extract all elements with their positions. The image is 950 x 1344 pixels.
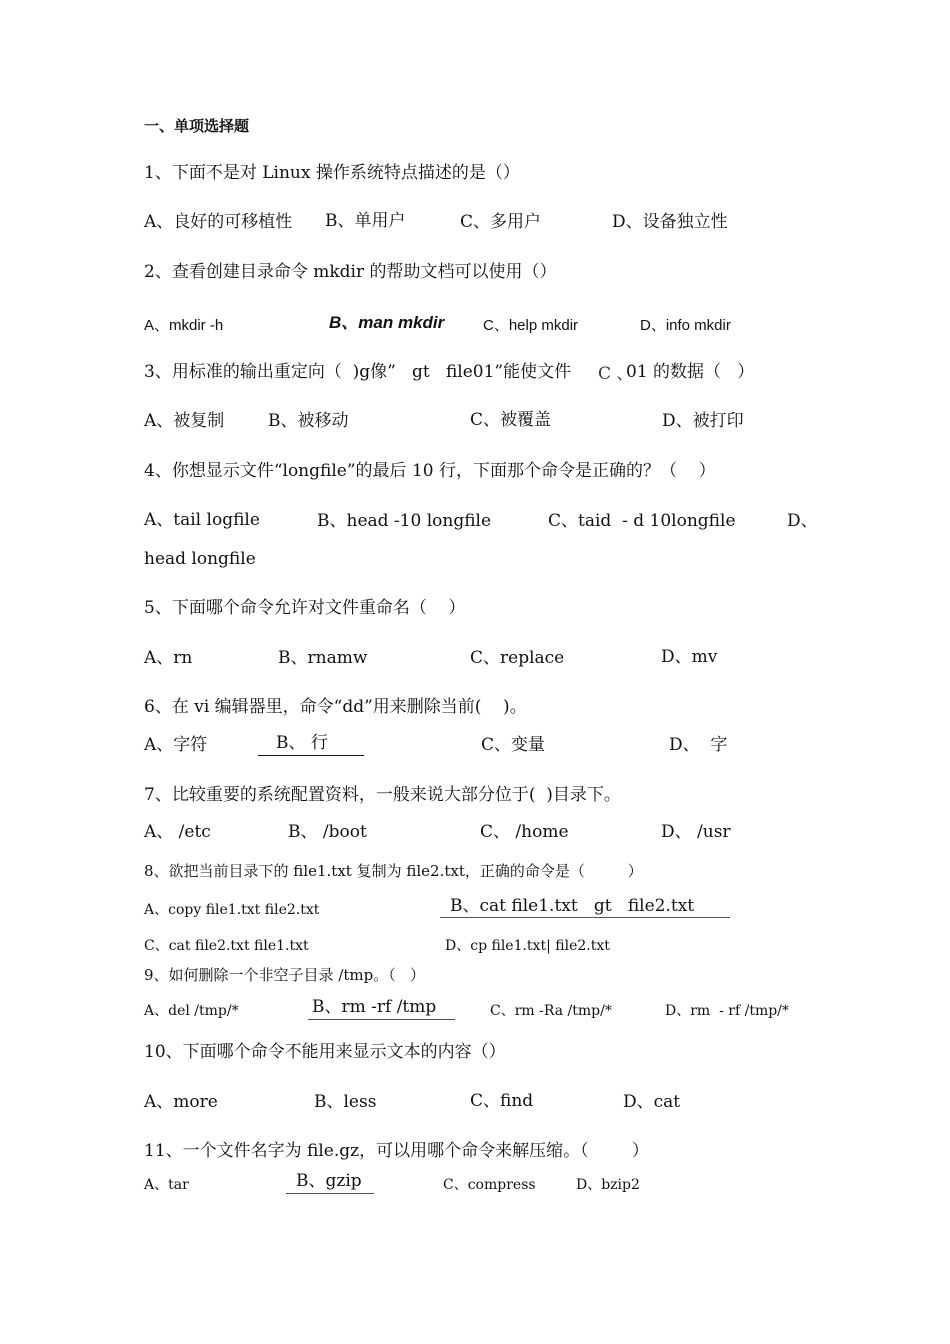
q6-option-d: D、 字 (669, 735, 728, 755)
q11-option-c: C、compress (443, 1177, 536, 1193)
q3-option-b: B、被移动 (268, 411, 349, 431)
q2-option-c: C、help mkdir (483, 317, 579, 334)
question-6: 6、在 vi 编辑器里，命令“dd”用来删除当前( )。 (144, 697, 527, 717)
q9-option-b: B、rm -rf /tmp (312, 997, 437, 1017)
q5-option-c: C、replace (470, 648, 565, 668)
q11-option-b: B、gzip (296, 1171, 362, 1191)
q9-option-a: A、del /tmp/* (144, 1003, 239, 1019)
question-5: 5、下面哪个命令允许对文件重命名（ ） (144, 598, 466, 618)
question-8: 8、欲把当前目录下的 file1.txt 复制为 file2.txt，正确的命令是（ ） (144, 862, 643, 880)
q11-option-a: A、tar (144, 1177, 189, 1193)
question-3-overlap: C 、 (598, 364, 634, 384)
question-9: 9、如何删除一个非空子目录 /tmp。（ ） (144, 966, 426, 984)
q4-option-a: A、tail logfile (144, 510, 260, 530)
question-2: 2、查看创建目录命令 mkdir 的帮助文档可以使用（） (144, 262, 557, 282)
q3-option-d: D、被打印 (662, 411, 744, 431)
q10-option-d: D、cat (623, 1092, 681, 1112)
q4-option-b: B、head -10 longfile (317, 511, 492, 531)
q8-answer-underline (440, 917, 730, 918)
q9-option-c: C、rm -Ra /tmp/* (490, 1003, 612, 1019)
q9-option-d: D、rm - rf /tmp/* (665, 1003, 789, 1019)
q5-option-a: A、rn (144, 648, 193, 668)
q10-option-c: C、find (470, 1091, 534, 1111)
q10-option-a: A、more (144, 1092, 218, 1112)
q8-option-a: A、copy file1.txt file2.txt (144, 902, 320, 918)
question-3-tail: 01 的数据（ ） (626, 362, 755, 382)
q2-option-a: A、mkdir -h (144, 317, 224, 334)
q6-option-c: C、变量 (481, 735, 546, 755)
question-7: 7、比较重要的系统配置资料，一般来说大部分位于( )目录下。 (144, 785, 621, 805)
q8-option-b: B、cat file1.txt gt file2.txt (450, 896, 695, 916)
q7-option-a: A、 /etc (144, 822, 211, 842)
q1-option-d: D、设备独立性 (612, 212, 728, 232)
q4-option-d-cont: head longfile (144, 549, 256, 569)
q6-option-a: A、字符 (144, 735, 208, 755)
q3-option-a: A、被复制 (144, 411, 225, 431)
q6-option-b: B、 行 (276, 733, 328, 753)
q7-option-b: B、 /boot (288, 822, 367, 842)
q6-answer-underline (258, 755, 364, 756)
q5-option-b: B、rnamw (278, 648, 368, 668)
q11-answer-underline (286, 1193, 374, 1194)
q1-option-a: A、良好的可移植性 (144, 212, 293, 232)
q4-option-c: C、taid - d 10longfile (548, 511, 736, 531)
section-heading: 一、单项选择题 (144, 118, 250, 135)
q3-option-c: C、被覆盖 (470, 410, 552, 430)
q5-option-d: D、mv (661, 647, 718, 667)
question-11: 11、一个文件名字为 file.gz，可以用哪个命令来解压缩。（ ） (144, 1141, 649, 1161)
q1-option-c: C、多用户 (460, 212, 542, 232)
question-10: 10、下面哪个命令不能用来显示文本的内容（） (144, 1042, 506, 1062)
q7-option-c: C、 /home (480, 822, 569, 842)
question-4: 4、你想显示文件“longfile”的最后 10 行，下面那个命令是正确的？（ ） (144, 461, 716, 481)
q2-option-b: B、man mkdir (329, 313, 445, 332)
q11-option-d: D、bzip2 (576, 1177, 640, 1193)
q7-option-d: D、 /usr (661, 822, 731, 842)
question-3: 3、用标准的输出重定向（ )g像” gt file01”能使文件 (144, 362, 572, 382)
question-1: 1、下面不是对 Linux 操作系统特点描述的是（） (144, 163, 520, 183)
q9-answer-underline (308, 1019, 455, 1020)
q4-option-d: D、 (787, 511, 818, 531)
q8-option-c: C、cat file2.txt file1.txt (144, 938, 309, 954)
q8-option-d: D、cp file1.txt| file2.txt (445, 938, 610, 954)
q2-option-d: D、info mkdir (640, 317, 731, 334)
q10-option-b: B、less (314, 1092, 377, 1112)
q1-option-b: B、单用户 (325, 211, 406, 231)
